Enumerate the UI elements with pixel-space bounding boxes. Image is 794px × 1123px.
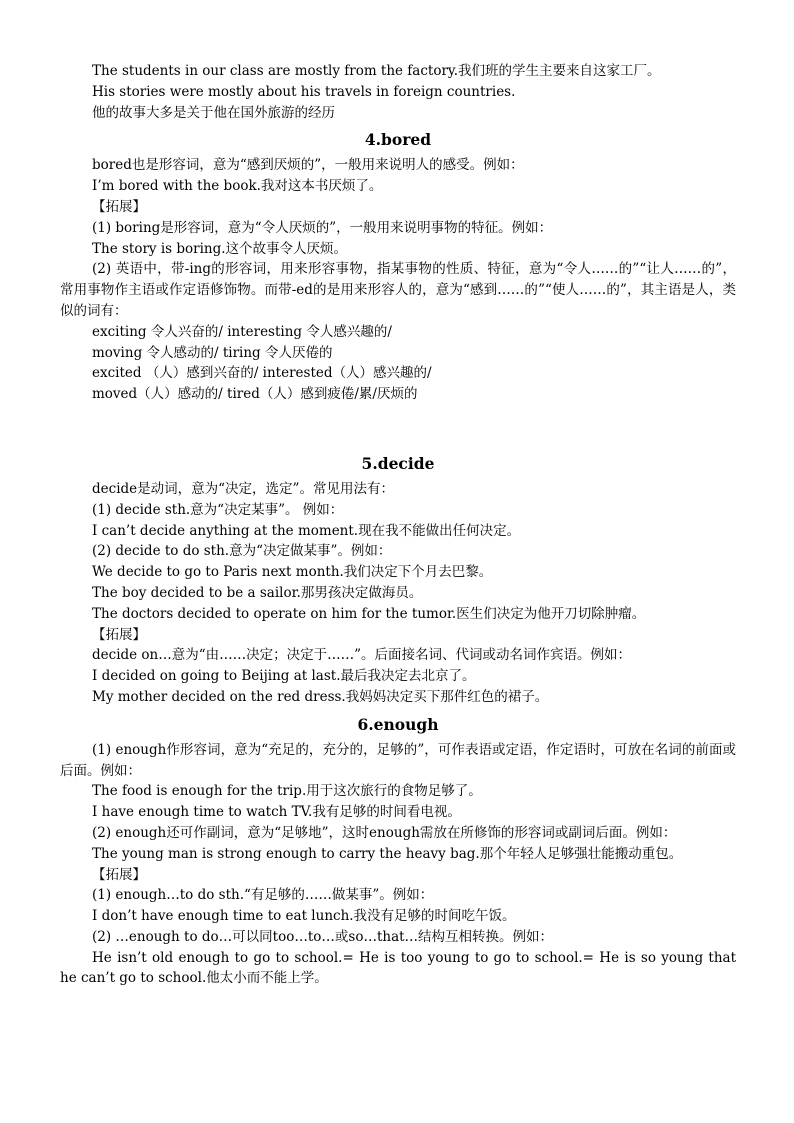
text-line: (1) decide sth.意为“决定某事”。 例如： [92,501,344,518]
text-line: We decide to go to Paris next month.我们决定下个月去巴黎。 [92,564,493,581]
text-line: exciting 令人兴奋的/ interesting 令人感兴趣的/ [92,323,392,340]
text-line: 他的故事大多是关于他在国外旅游的经历 [92,104,335,121]
text-line: My mother decided on the red dress.我妈妈决定买下那件红色的裙子。 [92,688,549,705]
text-line: bored也是形容词，意为“感到厌烦的”，一般用来说明人的感受。例如： [92,157,524,174]
text-line: The story is boring.这个故事令人厌烦。 [92,240,348,257]
paragraph: He isn’t old enough to go to school.= He is too young to go to school.= He is so young that he can’t go to school.他太小而不能上学。 [60,949,736,987]
section-heading: 5.decide [361,453,435,473]
section-heading: 4.bored [364,130,432,150]
text-line: moving 令人感动的/ tiring 令人厌倦的 [92,344,333,361]
spacer [60,405,736,447]
text-line: (2) decide to do sth.意为“决定做某事”。例如： [92,543,392,560]
text-line: decide on…意为“由……决定；决定于……”。后面接名词、代词或动名词作宾语。例如： [92,647,632,664]
extension-label: 【拓展】 [92,866,146,883]
text-line: The boy decided to be a sailor.那男孩决定做海员。 [92,584,423,601]
text-line: (2) …enough to do…可以同too…to…或so…that…结构互相转换。例如： [92,928,554,945]
paragraph: (2) 英语中，带-ing的形容词，用来形容事物，指某事物的性质、特征，意为“令人……的”“让人……的”，常用事物作主语或作定语修饰物。而带-ed的是用来形容人的，意为“感到……的”“使人……的”，其主语是人，类似的词有： [60,261,736,319]
extension-label: 【拓展】 [92,198,146,215]
section-heading: 6.enough [357,714,439,734]
text-line: (1) boring是形容词，意为“令人厌烦的”，一般用来说明事物的特征。例如： [92,219,553,236]
paragraph: (1) enough作形容词，意为“充足的，充分的，足够的”，可作表语或定语，作定语时，可放在名词的前面或后面。例如： [60,741,736,779]
document-content [60,61,736,989]
text-line: The food is enough for the trip.用于这次旅行的食物足够了。 [92,783,482,800]
text-line: (1) enough…to do sth.“有足够的……做某事”。例如： [92,887,434,904]
text-line: I don’t have enough time to eat lunch.我没有足够的时间吃午饭。 [92,908,516,925]
text-line: moved（人）感动的/ tired（人）感到疲倦/累/厌烦的 [92,386,418,403]
text-line: The doctors decided to operate on him for the tumor.医生们决定为他开刀切除肿瘤。 [92,605,646,622]
text-line: I’m bored with the book.我对这本书厌烦了。 [92,178,383,195]
text-line: The young man is strong enough to carry the heavy bag.那个年轻人足够强壮能搬动重包。 [92,845,683,862]
extension-label: 【拓展】 [92,626,146,643]
text-line: The students in our class are mostly from the factory.我们班的学生主要来自这家工厂。 [92,63,661,79]
text-line: I can’t decide anything at the moment.现在我不能做出任何决定。 [92,522,521,539]
text-line: I have enough time to watch TV.我有足够的时间看电视。 [92,804,461,821]
text-line: I decided on going to Beijing at last.最后我决定去北京了。 [92,668,476,685]
text-line: excited （人）感到兴奋的/ interested（人）感兴趣的/ [92,365,432,382]
text-line: His stories were mostly about his travels in foreign countries. [92,83,516,100]
text-line: decide是动词，意为“决定，选定”。常见用法有： [92,480,394,497]
paragraph: (2) enough还可作副词，意为“足够地”，这时enough需放在所修饰的形容词或副词后面。例如： [92,824,677,841]
